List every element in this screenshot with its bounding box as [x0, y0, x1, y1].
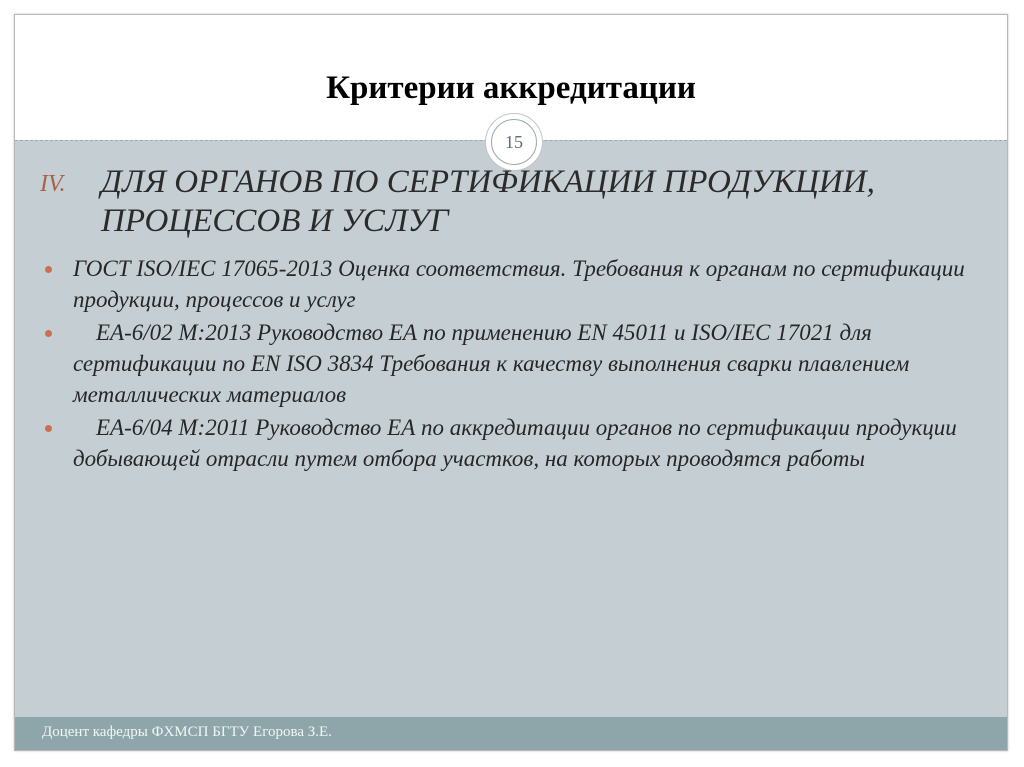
- list-item: [41, 412, 981, 474]
- list-item: [41, 253, 981, 315]
- footer-bar: [15, 717, 1007, 750]
- bullet-text: ГОСТ ISO/IEC 17065-2013 Оценка соответствия. Требования к органам по сертификации продукции, процессов и услуг: [73, 256, 965, 312]
- slide-number: 15: [491, 119, 537, 165]
- footer-text: Доцент кафедры ФХМСП БГТУ Егорова З.Е.: [42, 724, 332, 740]
- bullet-text: EA-6/04 M:2011 Руководство ЕА по аккредитации органов по сертификации продукции добывающей отрасли путем отбора участков, на которых проводятся работы: [73, 415, 957, 471]
- section-title: ДЛЯ ОРГАНОВ ПО СЕРТИФИКАЦИИ ПРОДУКЦИИ, ПРОЦЕССОВ И УСЛУГ: [101, 164, 875, 239]
- bullet-text: EA-6/02 M:2013 Руководство ЕА по применению EN 45011 и ISO/IEC 17021 для сертификации по EN ISO 3834 Требования к качеству выполнения сварки плавлением металлических материалов: [73, 320, 910, 407]
- bullet-icon: [45, 266, 52, 273]
- bullet-list: [41, 253, 981, 476]
- slide-title: Критерии аккредитации: [326, 70, 696, 106]
- bullet-icon: [45, 330, 52, 337]
- slide: [14, 14, 1008, 751]
- section-numeral: IV.: [40, 171, 66, 197]
- list-item: [41, 317, 981, 410]
- bullet-icon: [45, 425, 52, 432]
